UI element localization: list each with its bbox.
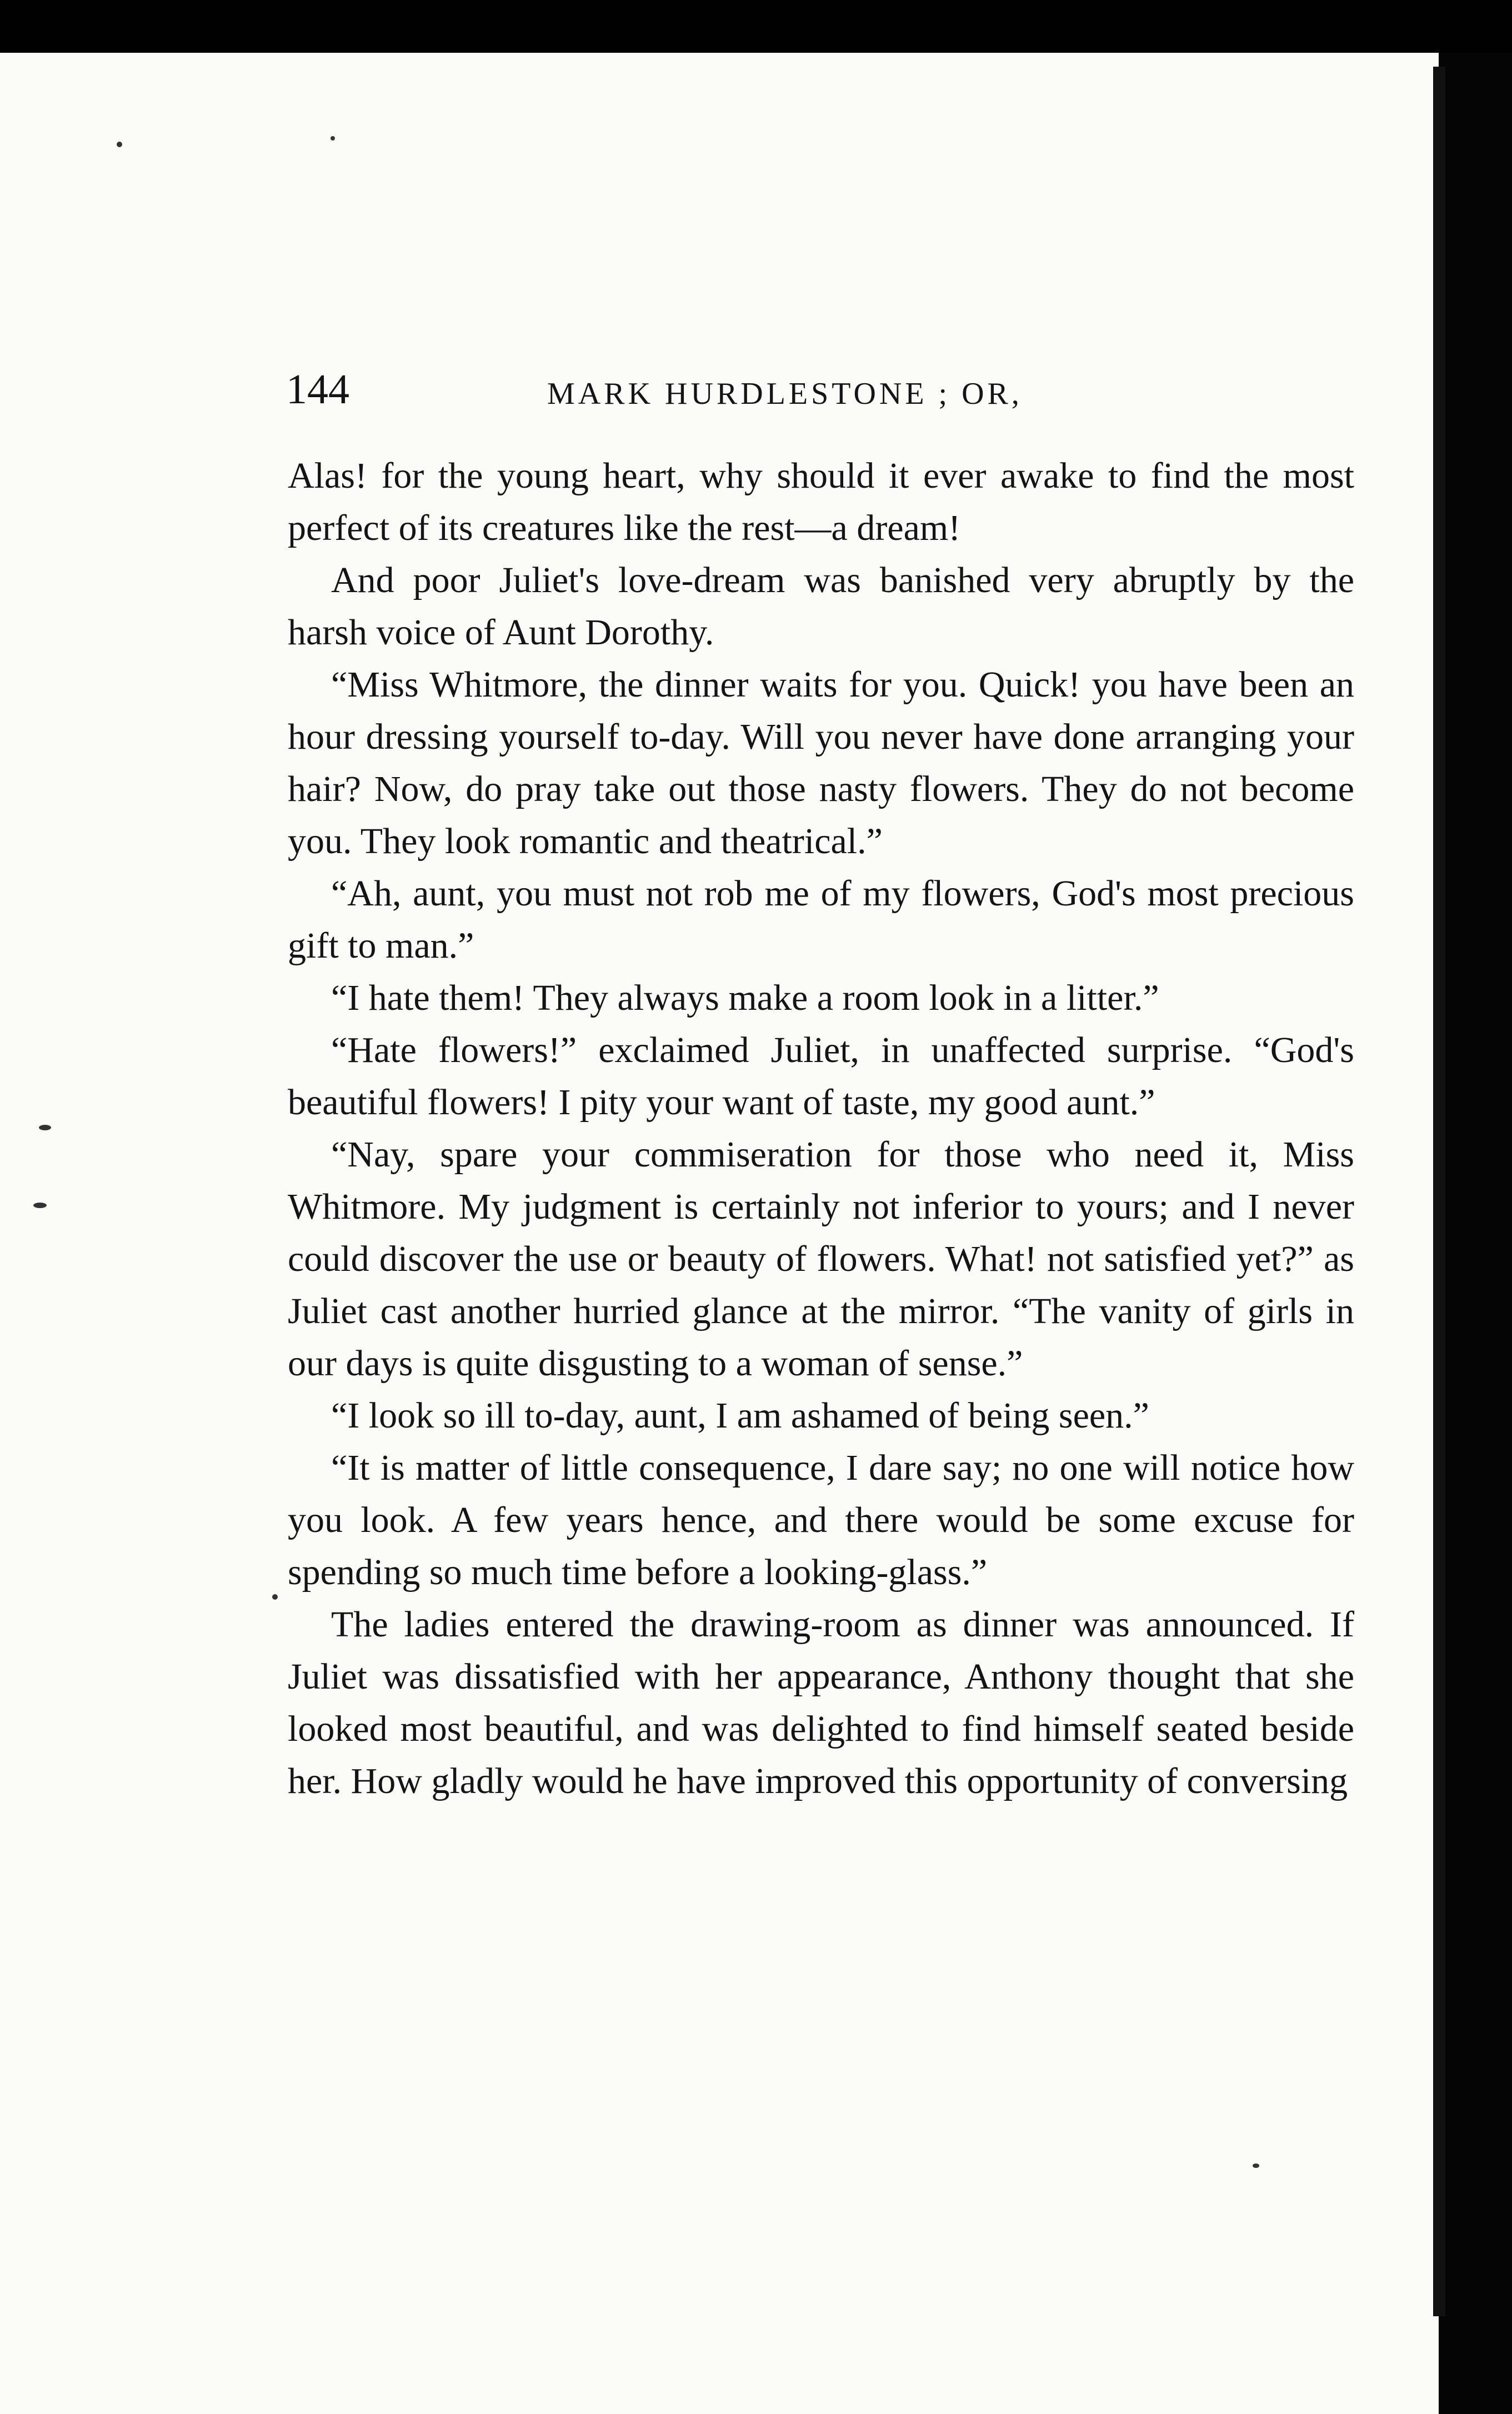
scan-speck: [117, 142, 122, 147]
book-page: [0, 53, 1439, 2414]
paragraph: “It is matter of little consequence, I dare say; no one will notice how you look. A few years hence, and there would be some excuse for spending so much time before a looking-glass.”: [288, 1448, 1354, 1592]
paragraph: “Ah, aunt, you must not rob me of my flowers, God's most precious gift to man.”: [288, 873, 1354, 966]
scan-speck: [331, 136, 335, 141]
paragraph: “I look so ill to-day, aunt, I am ashamed of being seen.”: [331, 1395, 1149, 1436]
paragraph: “Nay, spare your commiseration for those who need it, Miss Whitmore. My judgment is certainly not inferior to yours; and I never could discover the use or beauty of flowers. What! not satisfied yet?” as Juliet cast another hurried glance at the mirror. “The vanity of girls in our days is quite disgusting to a woman of sense.”: [288, 1134, 1354, 1384]
scan-speck: [1253, 2163, 1259, 2168]
paragraph: “I hate them! They always make a room look in a litter.”: [331, 978, 1159, 1018]
paragraph: Alas! for the young heart, why should it ever awake to find the most perfect of its creatures like the rest—a dream!: [288, 455, 1354, 548]
scan-speck: [39, 1125, 51, 1130]
binding-shadow: [1433, 67, 1445, 2316]
paragraph: “Miss Whitmore, the dinner waits for you. Quick! you have been an hour dressing yourself to-day. Will you never have done arranging your hair? Now, do pray take out those nasty flowers. They do not become you. They look romantic and theatrical.”: [288, 664, 1354, 862]
body-text: [288, 450, 1354, 1807]
running-title: MARK HURDLESTONE ; OR,: [547, 377, 1023, 411]
paragraph: And poor Juliet's love-dream was banished very abruptly by the harsh voice of Aunt Dorothy.: [288, 560, 1354, 653]
scan-speck: [272, 1594, 278, 1600]
paragraph: The ladies entered the drawing-room as dinner was announced. If Juliet was dissatisfied with her appearance, Anthony thought that she looked most beautiful, and was delighted to find himself seated beside her. How gladly would he have improved this opportunity of conversing: [288, 1604, 1354, 1801]
page-number: 144: [286, 366, 349, 413]
right-page-edge: [1439, 53, 1512, 2414]
paragraph: “Hate flowers!” exclaimed Juliet, in unaffected surprise. “God's beautiful flowers! I pity your want of taste, my good aunt.”: [288, 1030, 1354, 1123]
page-header: [286, 362, 1375, 423]
scan-speck: [33, 1203, 47, 1208]
